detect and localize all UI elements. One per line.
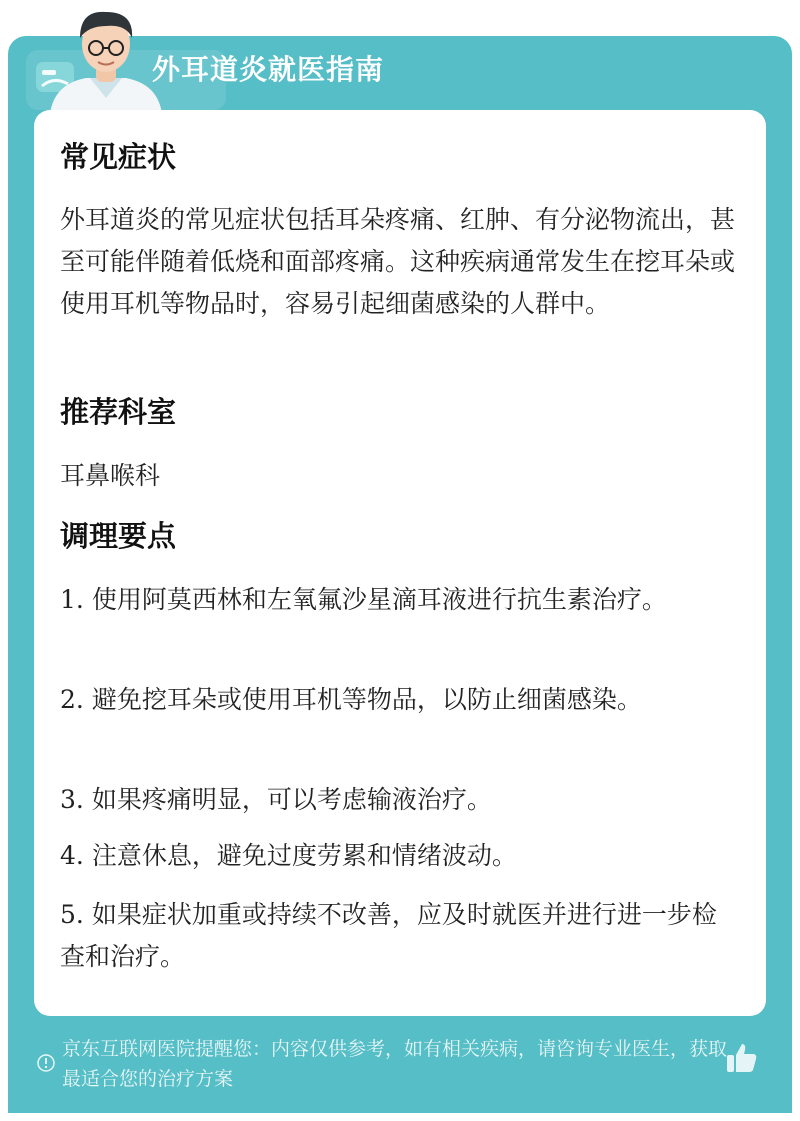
symptoms-heading: 常见症状 (60, 140, 177, 174)
item-number: 1. (60, 585, 84, 614)
item-text: 如果症状加重或持续不改善，应及时就医并进行进一步检查和治疗。 (60, 900, 717, 971)
item-number: 5. (60, 900, 84, 929)
item-number: 2. (60, 685, 84, 714)
item-text: 注意休息，避免过度劳累和情绪波动。 (91, 841, 517, 870)
care-heading: 调理要点 (60, 519, 177, 553)
item-text: 避免挖耳朵或使用耳机等物品，以防止细菌感染。 (91, 685, 642, 714)
item-number: 4. (60, 841, 84, 870)
item-number: 3. (60, 785, 84, 814)
list-item (60, 835, 740, 877)
doctor-avatar (46, 6, 166, 114)
care-section (60, 516, 740, 556)
item-text: 使用阿莫西林和左氧氟沙星滴耳液进行抗生素治疗。 (91, 585, 667, 614)
department-text: 耳鼻喉科 (60, 461, 161, 490)
info-icon (36, 1053, 56, 1073)
thumbs-up-icon[interactable] (724, 1040, 760, 1076)
disclaimer-text: 京东互联网医院提醒您：内容仅供参考，如有相关疾病，请咨询专业医生，获取最适合您的治疗方案 (62, 1038, 728, 1090)
department-section (60, 392, 740, 432)
list-item (60, 679, 740, 721)
list-item (60, 779, 740, 821)
list-item (60, 894, 740, 978)
item-text: 如果疼痛明显，可以考虑输液治疗。 (91, 785, 492, 814)
department-body (60, 455, 740, 497)
symptoms-section (60, 137, 740, 177)
page-title: 外耳道炎就医指南 (152, 53, 385, 86)
list-item (60, 579, 740, 621)
symptoms-text: 外耳道炎的常见症状包括耳朵疼痛、红肿、有分泌物流出，甚至可能伴随着低烧和面部疼痛。这种疾病通常发生在挖耳朵或使用耳机等物品时，容易引起细菌感染的人群中。 (60, 205, 736, 318)
department-heading: 推荐科室 (60, 395, 177, 429)
symptoms-body (60, 199, 740, 325)
